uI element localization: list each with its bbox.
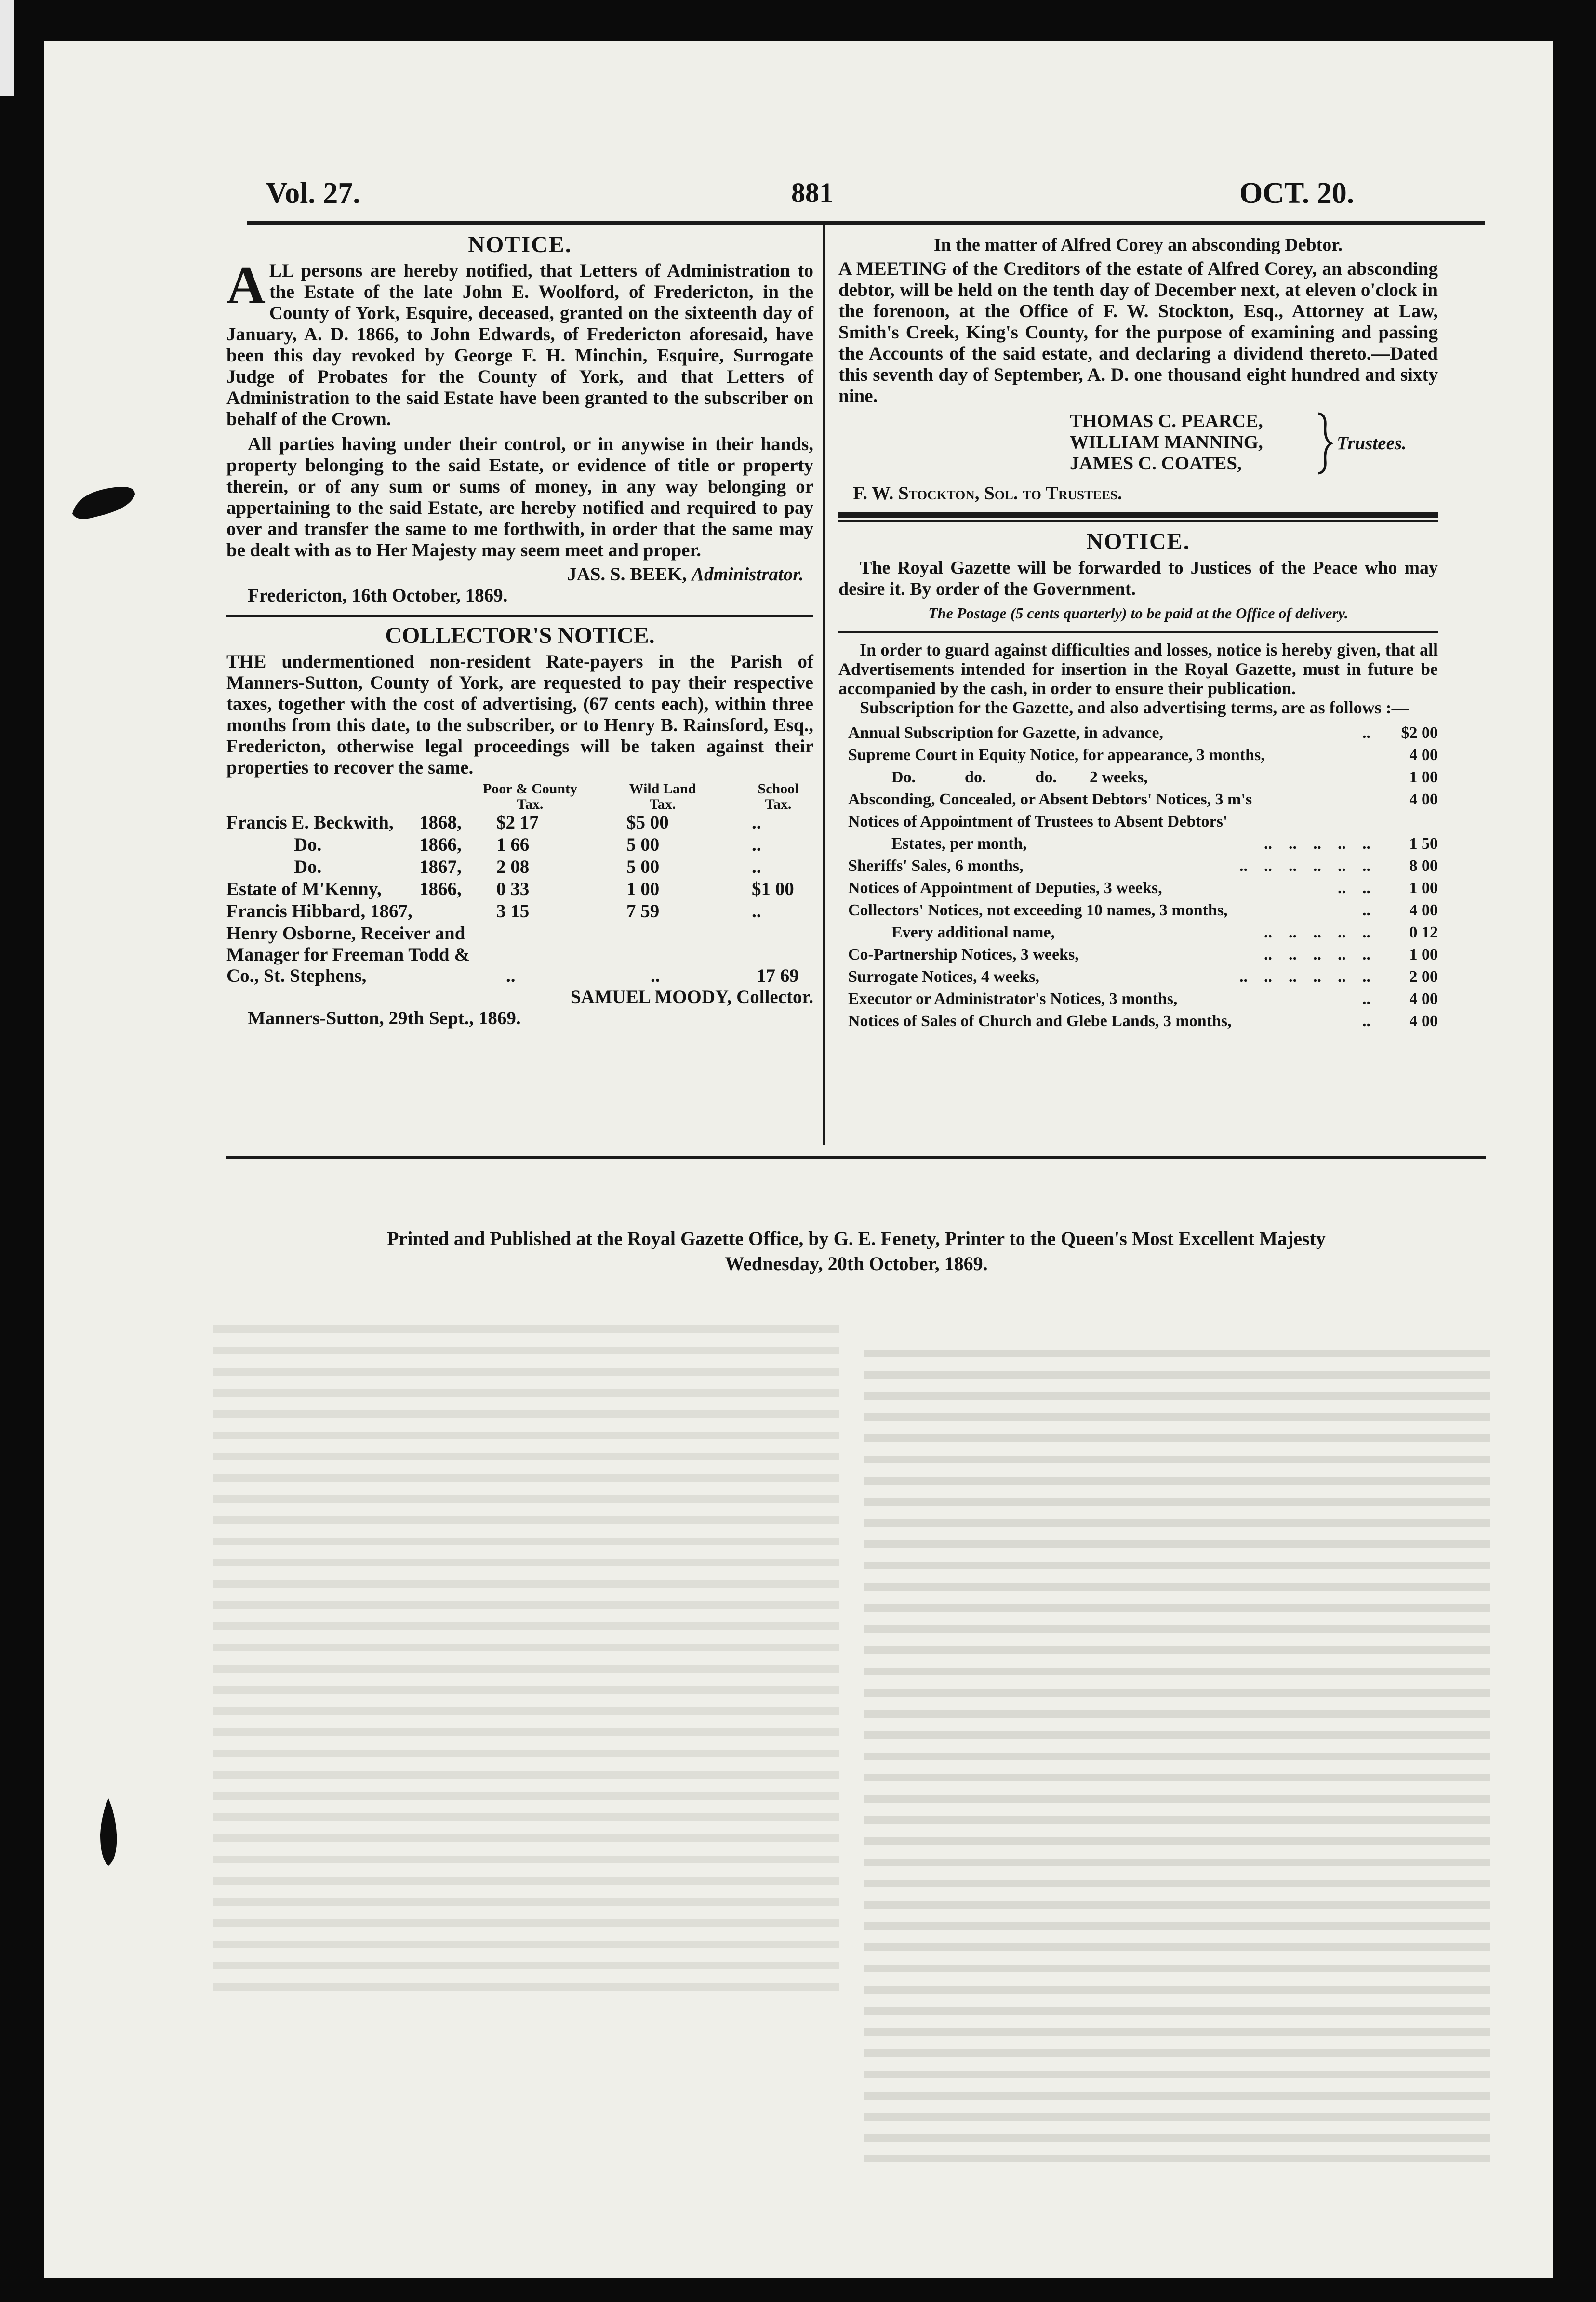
gazette-page xyxy=(44,41,1553,2278)
rate-item: Notices of Appointment of Deputies, 3 weeks, xyxy=(848,879,1162,897)
rate-leader: .. .. xyxy=(1338,879,1370,897)
woolford-notice-para1: ALL persons are hereby notified, that Letters of Administration to the Estate of the late John E. Woolford, of Fredericton, in the County of York, Esquire, deceased, granted on the sixteenth day of January, A. D. 1866, to John Edwards, of Fredericton aforesaid, have been this day revoked by George F. H. Minchin, Esquire, Surrogate Judge of Probates for the County of York, and that Letters of Administration to the said Estate have been granted to the subscriber on behalf of the Crown. xyxy=(226,255,813,429)
drop-cap: A xyxy=(226,255,266,315)
rate-row xyxy=(838,789,1438,811)
rate-price: 1 00 xyxy=(1409,946,1438,964)
cell-poor: 2 08 xyxy=(496,857,530,877)
rate-item: Annual Subscription for Gazette, in advance, xyxy=(848,724,1163,742)
cell-school: .. xyxy=(752,901,761,922)
rates-table xyxy=(838,722,1438,1032)
cell-school: $1 00 xyxy=(752,879,794,899)
rate-leader: .. xyxy=(1362,901,1370,919)
cell-wild: 5 00 xyxy=(626,857,660,877)
table-row xyxy=(226,879,813,901)
brace-icon xyxy=(1316,412,1333,475)
cell-name: Francis Hibbard, 1867, xyxy=(226,901,412,922)
ink-blot-icon xyxy=(67,480,140,523)
collector-table xyxy=(226,781,813,812)
col-poor-county: Poor & County Tax. xyxy=(482,781,578,812)
cell-name: Do. xyxy=(294,834,322,855)
cell-school: .. xyxy=(752,812,761,833)
rate-row xyxy=(838,855,1438,877)
corey-body: A MEETING of the Creditors of the estate of Alfred Corey, an absconding debtor, will be held on the tenth day of December next, at eleven o'clock in the forenoon, at the Office of F. W. Stockton, Esq., Attorney at Law, Smith's Creek, King's County, for the purpose of examining and passing the Accounts of the said estate, and declaring a dividend thereto.—Dated this seventh day of September, A. D. one thousand eight hundred and sixty nine. xyxy=(838,258,1438,406)
ink-blot-icon-2 xyxy=(96,1796,120,1868)
rate-price: 1 00 xyxy=(1409,768,1438,786)
cell-name: Francis E. Beckwith, xyxy=(226,812,394,833)
rate-price: 4 00 xyxy=(1409,901,1438,919)
cell-name: Do. xyxy=(294,857,322,877)
woolford-notice-para2: All parties having under their control, or in anywise in their hands, property belonging to the said Estate, or evidence of title or property therein, or of any sum or sums of money, in any way belonging or appertaining to the said Estate, are hereby notified and required to pay over and transfer the same to me forthwith, in order that the same may be dealt with as to Her Majesty may seem meet and proper. xyxy=(226,434,813,561)
section-rule-2 xyxy=(838,631,1438,633)
bleed-through-text-2 xyxy=(213,1319,839,1994)
rate-item: Absconding, Concealed, or Absent Debtors' Notices, 3 m's xyxy=(848,790,1252,808)
rate-price: 8 00 xyxy=(1409,857,1438,875)
rate-row xyxy=(838,833,1438,855)
trustee-2: WILLIAM MANNING, xyxy=(1070,432,1263,453)
volume-label: Vol. 27. xyxy=(266,177,360,210)
cell-year: 1868, xyxy=(419,812,462,833)
cell-wild: $5 00 xyxy=(626,812,669,833)
rate-item: Executor or Administrator's Notices, 3 months, xyxy=(848,990,1178,1008)
rate-leader: .. xyxy=(1362,990,1370,1008)
section-rule-thin xyxy=(838,520,1438,522)
table-header xyxy=(226,781,813,812)
rate-row xyxy=(838,722,1438,744)
osborne-row: Henry Osborne, Receiver and Manager for Freeman Todd & Co., St. Stephens, .. .. 17 69 xyxy=(226,923,799,986)
trustees-block xyxy=(838,411,1438,483)
corey-heading: In the matter of Alfred Corey an absconding Debtor. xyxy=(933,235,1343,255)
gazette-para3: Subscription for the Gazette, and also advertising terms, are as follows :— xyxy=(860,698,1409,717)
rate-price: 1 00 xyxy=(1409,879,1438,897)
cell-poor: 1 66 xyxy=(496,834,530,855)
imprint-line-2: Wednesday, 20th October, 1869. xyxy=(725,1253,988,1274)
rate-row xyxy=(838,877,1438,899)
rate-row xyxy=(838,899,1438,922)
woolford-dateline: Fredericton, 16th October, 1869. xyxy=(248,585,508,606)
rate-leader: .. .. .. .. .. .. xyxy=(1239,857,1370,875)
cell-poor: 3 15 xyxy=(496,901,530,922)
section-rule xyxy=(226,615,813,617)
rate-item: Notices of Sales of Church and Glebe Lands, 3 months, xyxy=(848,1012,1232,1030)
rate-item: Estates, per month, xyxy=(891,835,1027,853)
gazette-para2: In order to guard against difficulties and losses, notice is hereby given, that all Advertisements intended for insertion in the Royal Gazette, must in future be accompanied by the cash, in order to ensure their publication. xyxy=(838,640,1438,698)
rate-row xyxy=(838,966,1438,988)
trustee-3: JAMES C. COATES, xyxy=(1070,453,1242,474)
rate-item: Notices of Appointment of Trustees to Absent Debtors' xyxy=(848,813,1228,830)
rate-item: Every additional name, xyxy=(891,923,1055,941)
rate-price: 4 00 xyxy=(1409,1012,1438,1030)
rate-price: 2 00 xyxy=(1409,968,1438,986)
rate-price: 4 00 xyxy=(1409,746,1438,764)
cell-year: 1866, xyxy=(419,834,462,855)
rate-item: Surrogate Notices, 4 weeks, xyxy=(848,968,1039,986)
solicitor-line: F. W. Stockton, Sol. to Trustees. xyxy=(853,483,1122,504)
rate-leader: .. .. .. .. .. xyxy=(1264,923,1370,941)
rate-row xyxy=(838,988,1438,1010)
section-rule-thick xyxy=(838,512,1438,518)
trustees-label: Trustees. xyxy=(1337,433,1407,454)
cell-school: .. xyxy=(752,857,761,877)
collector-dateline: Manners-Sutton, 29th Sept., 1869. xyxy=(248,1008,521,1029)
rate-price: 4 00 xyxy=(1409,790,1438,808)
collector-rows xyxy=(226,812,813,923)
cell-year: 1867, xyxy=(419,857,462,877)
administrator-signature: JAS. S. BEEK, Administrator. xyxy=(567,564,804,585)
rate-row xyxy=(838,766,1438,789)
table-row xyxy=(226,834,813,857)
header-rule xyxy=(247,221,1485,225)
rate-item: Do. do. do. 2 weeks, xyxy=(891,768,1148,786)
page-number: 881 xyxy=(791,177,833,208)
scan-edge-left xyxy=(0,0,14,96)
rate-leader: .. .. .. .. .. xyxy=(1264,835,1370,853)
cell-year: 1866, xyxy=(419,879,462,899)
table-row xyxy=(226,812,813,834)
rate-leader: .. .. .. .. .. .. xyxy=(1239,968,1370,986)
rate-leader: .. .. .. .. .. xyxy=(1264,946,1370,964)
rate-price: 0 12 xyxy=(1409,923,1438,941)
rate-item: Supreme Court in Equity Notice, for appearance, 3 months, xyxy=(848,746,1265,764)
rate-item: Collectors' Notices, not exceeding 10 names, 3 months, xyxy=(848,901,1228,919)
cell-wild: 1 00 xyxy=(626,879,660,899)
bleed-through-text xyxy=(864,1343,1490,2162)
rate-item: Co-Partnership Notices, 3 weeks, xyxy=(848,946,1079,964)
gazette-notice-title: NOTICE. xyxy=(1086,529,1190,554)
left-column xyxy=(226,234,813,1029)
cell-poor: $2 17 xyxy=(496,812,539,833)
rate-row xyxy=(838,1010,1438,1032)
footer-rule xyxy=(226,1156,1486,1159)
table-row xyxy=(226,857,813,879)
rate-row xyxy=(838,744,1438,766)
rate-price: 4 00 xyxy=(1409,990,1438,1008)
imprint-line-1: Printed and Published at the Royal Gazette Office, by G. E. Fenety, Printer to the Queen's Most Excellent Majesty xyxy=(387,1228,1326,1249)
right-column xyxy=(838,234,1438,1032)
collector-title: COLLECTOR'S NOTICE. xyxy=(385,623,655,648)
table-row xyxy=(226,901,813,923)
col-school: School Tax. xyxy=(758,781,799,812)
notice-title: NOTICE. xyxy=(468,232,572,257)
collector-signature: SAMUEL MOODY, Collector. xyxy=(570,987,813,1007)
rate-leader: .. xyxy=(1362,724,1370,742)
gazette-para1: The Royal Gazette will be forwarded to Justices of the Peace who may desire it. By order of the Government. xyxy=(838,558,1438,599)
trustee-1: THOMAS C. PEARCE, xyxy=(1070,411,1263,431)
cell-name: Estate of M'Kenny, xyxy=(226,879,382,899)
rate-price: 1 50 xyxy=(1409,835,1438,853)
column-divider xyxy=(823,225,825,1145)
collector-body: THE undermentioned non-resident Rate-payers in the Parish of Manners-Sutton, County of York, are requested to pay their respective taxes, together with the cost of advertising, (67 cents each), within three months from this date, to the subscriber, or to Henry B. Rainsford, Esq., Fredericton, otherwise legal proceedings will be taken against their properties to recover the same. xyxy=(226,651,813,778)
col-wild-land: Wild Land Tax. xyxy=(629,781,696,812)
rate-row xyxy=(838,944,1438,966)
issue-date: OCT. 20. xyxy=(1239,177,1355,210)
rate-item: Sheriffs' Sales, 6 months, xyxy=(848,857,1024,875)
rate-row xyxy=(838,922,1438,944)
cell-poor: 0 33 xyxy=(496,879,530,899)
cell-wild: 7 59 xyxy=(626,901,660,922)
postage-note: The Postage (5 cents quarterly) to be paid at the Office of delivery. xyxy=(928,604,1348,622)
rate-price: $2 00 xyxy=(1401,724,1438,742)
rate-leader: .. xyxy=(1362,1012,1370,1030)
cell-school: .. xyxy=(752,834,761,855)
rate-row xyxy=(838,811,1438,833)
cell-wild: 5 00 xyxy=(626,834,660,855)
